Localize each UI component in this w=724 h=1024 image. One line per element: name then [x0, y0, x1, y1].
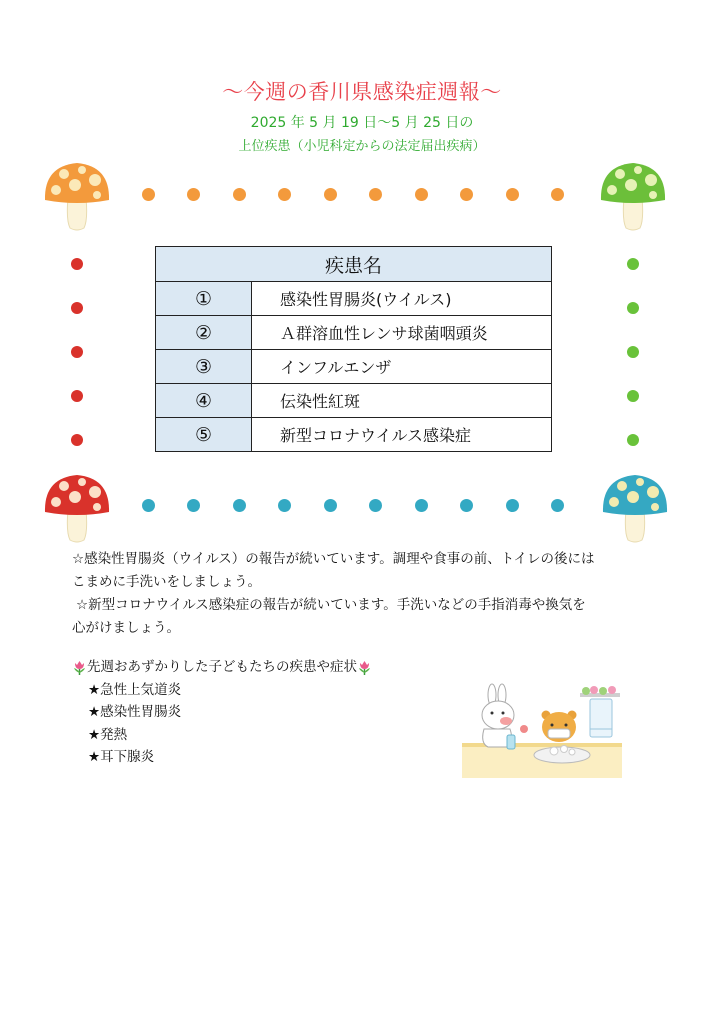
frame-dot-top	[142, 188, 155, 201]
frame-dot-right	[627, 258, 639, 270]
frame-dot-top	[187, 188, 200, 201]
frame-dot-bottom	[187, 499, 200, 512]
rank-cell: ③	[156, 350, 252, 384]
note-text: ☆新型コロナウイルス感染症の報告が続いています。手洗いなどの手指消毒や換気を	[76, 597, 586, 613]
frame-dot-right	[627, 302, 639, 314]
frame-dot-bottom	[278, 499, 291, 512]
frame-dot-bottom	[369, 499, 382, 512]
frame-dot-bottom	[460, 499, 473, 512]
recent-symptoms-section	[72, 656, 372, 769]
frame-dot-bottom	[415, 499, 428, 512]
advisory-notes	[72, 548, 662, 640]
frame-dot-top	[278, 188, 291, 201]
recent-heading-text: 先週おあずかりした子どもたちの疾患や症状	[87, 659, 357, 675]
mushroom-teal-icon	[600, 472, 670, 544]
frame-dot-top	[551, 188, 564, 201]
list-item: ★感染性胃腸炎	[88, 704, 182, 720]
frame-dot-top	[233, 188, 246, 201]
table-row	[156, 384, 552, 418]
frame-dot-top	[506, 188, 519, 201]
recent-heading	[72, 656, 372, 679]
tulip-icon	[357, 660, 372, 675]
frame-dot-left	[71, 302, 83, 314]
mushroom-red-icon	[42, 472, 112, 544]
frame-dot-bottom	[142, 499, 155, 512]
table-row	[156, 350, 552, 384]
disease-name-cell: Ａ群溶血性レンサ球菌咽頭炎	[252, 316, 552, 350]
list-item: ★発熱	[88, 726, 128, 743]
frame-dot-right	[627, 346, 639, 358]
frame-dot-right	[627, 434, 639, 446]
disease-name-cell: 感染性胃腸炎(ウイルス)	[252, 282, 552, 316]
mushroom-orange-icon	[42, 160, 112, 232]
list-item: ★耳下腺炎	[88, 749, 155, 765]
note-text: こまめに手洗いをしましょう。	[72, 574, 261, 590]
frame-dot-left	[71, 434, 83, 446]
page-title: 〜今週の香川県感染症週報〜	[222, 80, 502, 104]
frame-dot-left	[71, 346, 83, 358]
frame-dot-top	[415, 188, 428, 201]
date-range: 2025 年 5 月 19 日〜5 月 25 日の	[250, 115, 474, 131]
tulip-icon	[72, 660, 87, 675]
disease-name-cell: 新型コロナウイルス感染症	[252, 418, 552, 452]
rank-cell: ②	[156, 316, 252, 350]
frame-dot-top	[324, 188, 337, 201]
table-header: 疾患名	[156, 247, 552, 282]
table-row	[156, 282, 552, 316]
note-text: ☆感染性胃腸炎（ウイルス）の報告が続いています。調理や食事の前、トイレの後には	[72, 551, 595, 567]
table-header-row	[156, 247, 552, 282]
rank-cell: ①	[156, 282, 252, 316]
mushroom-green-icon	[598, 160, 668, 232]
disease-ranking-table	[155, 246, 552, 452]
frame-dot-left	[71, 390, 83, 402]
rank-cell: ⑤	[156, 418, 252, 452]
handwashing-animals-illustration	[462, 683, 622, 778]
frame-dot-bottom	[233, 499, 246, 512]
list-item: ★急性上気道炎	[88, 681, 182, 698]
table-row	[156, 418, 552, 452]
frame-dot-top	[460, 188, 473, 201]
scope-text: 上位疾患（小児科定からの法定届出疾病）	[238, 139, 486, 154]
frame-dot-bottom	[551, 499, 564, 512]
frame-dot-bottom	[506, 499, 519, 512]
disease-name-cell: 伝染性紅斑	[252, 384, 552, 418]
disease-name-cell: インフルエンザ	[252, 350, 552, 384]
frame-dot-right	[627, 390, 639, 402]
frame-dot-left	[71, 258, 83, 270]
note-text: 心がけましょう。	[72, 620, 180, 636]
frame-dot-top	[369, 188, 382, 201]
table-row	[156, 316, 552, 350]
rank-cell: ④	[156, 384, 252, 418]
frame-dot-bottom	[324, 499, 337, 512]
